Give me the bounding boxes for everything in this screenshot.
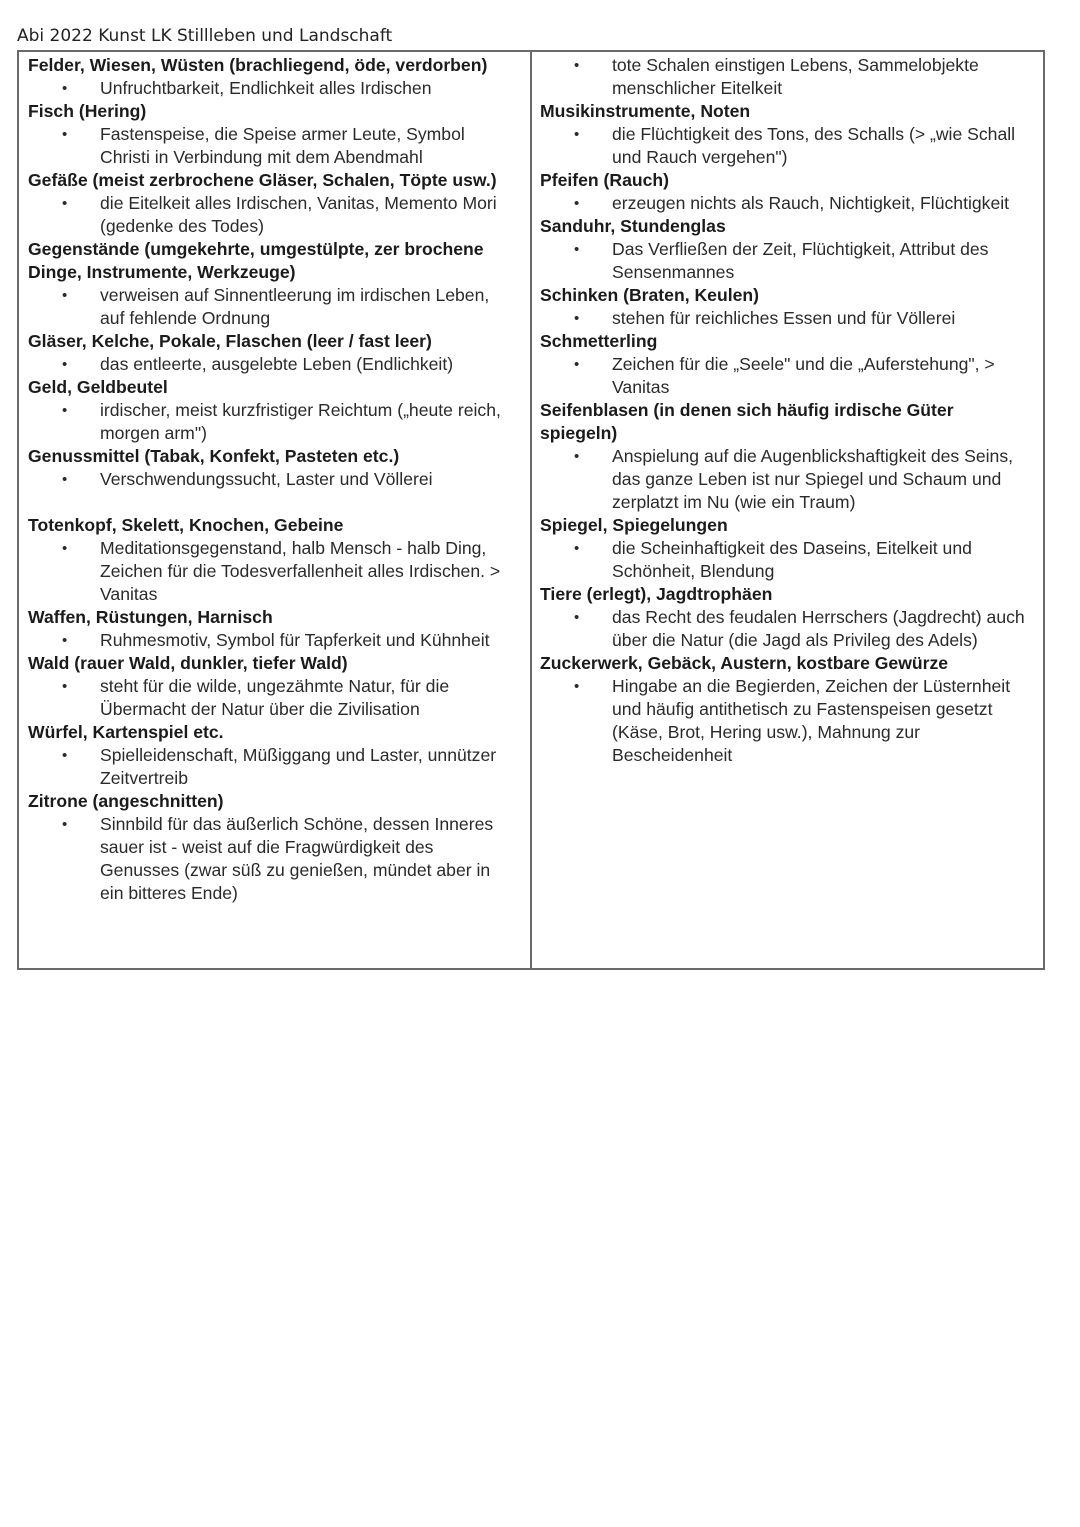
entry-meaning: [28, 813, 512, 905]
entry-meaning: [540, 606, 1031, 652]
symbol-entry: [540, 284, 1031, 330]
meaning-text: erzeugen nichts als Rauch, Nichtigkeit, Flüchtigkeit: [612, 193, 1010, 213]
entry-heading: Tiere (erlegt), Jagdtrophäen: [540, 584, 773, 604]
symbol-entry: [540, 169, 1031, 215]
bullet-icon: •: [62, 287, 68, 304]
symbol-entry: [28, 606, 512, 652]
symbol-entry: [540, 215, 1031, 284]
meaning-text: die Eitelkeit alles Irdischen, Vanitas, Memento Mori (gedenke des Todes): [100, 193, 497, 236]
entry-meaning: [28, 77, 512, 100]
symbol-entry: [28, 238, 512, 330]
entry-meaning: [28, 468, 512, 491]
bullet-icon: •: [574, 126, 580, 143]
entry-heading: Waffen, Rüstungen, Harnisch: [28, 607, 273, 627]
bullet-icon: •: [62, 471, 68, 488]
entry-heading: Würfel, Kartenspiel etc.: [28, 722, 224, 742]
meaning-text: Meditationsgegenstand, halb Mensch - halb Ding, Zeichen für die Todesverfallenheit alles Irdischen. > Vanitas: [100, 538, 501, 604]
bullet-icon: •: [574, 448, 580, 465]
entry-heading: Felder, Wiesen, Wüsten (brachliegend, öde, verdorben): [28, 55, 488, 75]
entry-meaning: [28, 353, 512, 376]
meaning-text: die Scheinhaftigkeit des Daseins, Eitelkeit und Schönheit, Blendung: [612, 538, 972, 581]
entry-heading: Spiegel, Spiegelungen: [540, 515, 728, 535]
right-column: [532, 52, 1043, 968]
entry-heading: Sanduhr, Stundenglas: [540, 216, 726, 236]
meaning-text: Das Verfließen der Zeit, Flüchtigkeit, Attribut des Sensenmannes: [612, 239, 989, 282]
bullet-icon: •: [62, 816, 68, 833]
meaning-text: Zeichen für die „Seele" und die „Auferstehung", > Vanitas: [612, 354, 995, 397]
meaning-text: Anspielung auf die Augenblickshaftigkeit des Seins, das ganze Leben ist nur Spiegel und Schaum und zerplatzt im Nu (wie ein Traum): [612, 446, 1014, 512]
symbol-entry: [28, 652, 512, 721]
bullet-icon: •: [574, 540, 580, 557]
meaning-text: verweisen auf Sinnentleerung im irdischen Leben, auf fehlende Ordnung: [100, 285, 490, 328]
symbol-entry: [28, 100, 512, 169]
bullet-icon: •: [574, 195, 580, 212]
bullet-icon: •: [574, 241, 580, 258]
symbol-entry: [28, 169, 512, 238]
entry-meaning: [28, 399, 512, 445]
entry-heading: Zitrone (angeschnitten): [28, 791, 224, 811]
entry-meaning: [28, 284, 512, 330]
entry-meaning: [540, 537, 1031, 583]
entry-heading: Gefäße (meist zerbrochene Gläser, Schalen, Töpte usw.): [28, 170, 497, 190]
left-column: [19, 52, 532, 968]
entry-meaning: [540, 353, 1031, 399]
entry-meaning: [540, 307, 1031, 330]
entry-meaning: [28, 629, 512, 652]
bullet-icon: •: [62, 80, 68, 97]
blank-line: [28, 491, 512, 514]
meaning-text: Ruhmesmotiv, Symbol für Tapferkeit und Kühnheit: [100, 630, 490, 650]
entry-heading: Schmetterling: [540, 331, 658, 351]
meaning-text: Spielleidenschaft, Müßiggang und Laster, unnützer Zeitvertreib: [100, 745, 497, 788]
entry-heading: Zuckerwerk, Gebäck, Austern, kostbare Gewürze: [540, 653, 949, 673]
entry-meaning: [28, 675, 512, 721]
entry-heading: Seifenblasen (in denen sich häufig irdische Güter spiegeln): [540, 400, 954, 443]
meaning-text: stehen für reichliches Essen und für Völlerei: [612, 308, 956, 328]
bullet-icon: •: [574, 609, 580, 626]
symbol-entry: [28, 330, 512, 376]
entry-heading: Musikinstrumente, Noten: [540, 101, 751, 121]
entry-meaning: [540, 192, 1031, 215]
bullet-icon: •: [574, 57, 580, 74]
symbol-entry: [540, 399, 1031, 514]
bullet-icon: •: [62, 540, 68, 557]
entry-meaning: [28, 123, 512, 169]
symbol-entry: [28, 790, 512, 905]
entry-meaning: [540, 54, 1031, 100]
symbol-entry: [540, 514, 1031, 583]
entry-heading: Pfeifen (Rauch): [540, 170, 670, 190]
entry-heading: Gegenstände (umgekehrte, umgestülpte, zer brochene Dinge, Instrumente, Werkzeuge): [28, 239, 484, 282]
meaning-text: Fastenspeise, die Speise armer Leute, Symbol Christi in Verbindung mit dem Abendmahl: [100, 124, 465, 167]
entry-meaning: [540, 675, 1031, 767]
bullet-icon: •: [62, 747, 68, 764]
bullet-icon: •: [62, 402, 68, 419]
entry-meaning: [28, 192, 512, 238]
entry-heading: Genussmittel (Tabak, Konfekt, Pasteten etc.): [28, 446, 400, 466]
bullet-icon: •: [574, 310, 580, 327]
entry-heading: Geld, Geldbeutel: [28, 377, 168, 397]
meaning-text: Hingabe an die Begierden, Zeichen der Lüsternheit und häufig antithetisch zu Fastenspeisen gesetzt (Käse, Brot, Hering usw.), Mahnung zur Bescheidenheit: [612, 676, 1011, 765]
symbol-entry: [28, 514, 512, 606]
bullet-icon: •: [574, 356, 580, 373]
meaning-text: Unfruchtbarkeit, Endlichkeit alles Irdischen: [100, 78, 432, 98]
symbol-entry: [28, 721, 512, 790]
entry-heading: Wald (rauer Wald, dunkler, tiefer Wald): [28, 653, 348, 673]
symbol-entry: [540, 54, 1031, 100]
symbol-entry: [540, 652, 1031, 767]
bullet-icon: •: [574, 678, 580, 695]
meaning-text: das entleerte, ausgelebte Leben (Endlichkeit): [100, 354, 454, 374]
entry-meaning: [28, 744, 512, 790]
entry-meaning: [540, 123, 1031, 169]
entry-heading: Schinken (Braten, Keulen): [540, 285, 759, 305]
bullet-icon: •: [62, 195, 68, 212]
symbol-table: [17, 50, 1045, 970]
meaning-text: das Recht des feudalen Herrschers (Jagdrecht) auch über die Natur (die Jagd als Privileg des Adels): [612, 607, 1025, 650]
meaning-text: Verschwendungssucht, Laster und Völlerei: [100, 469, 433, 489]
bullet-icon: •: [62, 678, 68, 695]
meaning-text: die Flüchtigkeit des Tons, des Schalls (> „wie Schall und Rauch vergehen"): [612, 124, 1016, 167]
bullet-icon: •: [62, 632, 68, 649]
meaning-text: Sinnbild für das äußerlich Schöne, dessen Inneres sauer ist - weist auf die Fragwürdigkeit des Genusses (zwar süß zu genießen, mündet aber in ein bitteres Ende): [100, 814, 494, 903]
symbol-entry: [540, 330, 1031, 399]
entry-heading: Fisch (Hering): [28, 101, 147, 121]
meaning-text: steht für die wilde, ungezähmte Natur, für die Übermacht der Natur über die Zivilisation: [100, 676, 450, 719]
symbol-entry: [540, 583, 1031, 652]
entry-heading: Gläser, Kelche, Pokale, Flaschen (leer / fast leer): [28, 331, 432, 351]
entry-meaning: [540, 238, 1031, 284]
bullet-icon: •: [62, 356, 68, 373]
bullet-icon: •: [62, 126, 68, 143]
symbol-entry: [28, 445, 512, 491]
entry-meaning: [28, 537, 512, 606]
symbol-entry: [28, 54, 512, 100]
entry-meaning: [540, 445, 1031, 514]
meaning-text: irdischer, meist kurzfristiger Reichtum („heute reich, morgen arm"): [100, 400, 501, 443]
meaning-text: tote Schalen einstigen Lebens, Sammelobjekte menschlicher Eitelkeit: [612, 55, 979, 98]
page-title: Abi 2022 Kunst LK Stillleben und Landschaft: [17, 26, 393, 46]
symbol-entry: [540, 100, 1031, 169]
entry-heading: Totenkopf, Skelett, Knochen, Gebeine: [28, 515, 344, 535]
symbol-entry: [28, 376, 512, 445]
